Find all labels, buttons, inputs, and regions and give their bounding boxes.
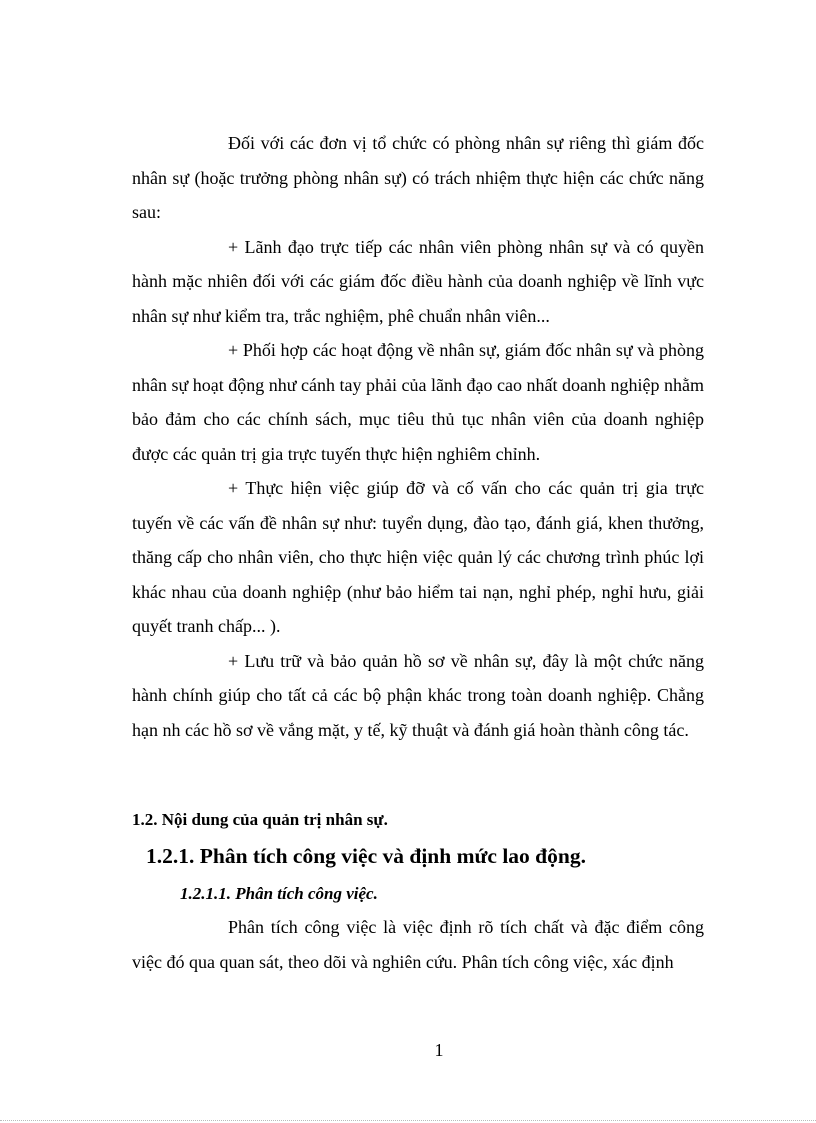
paragraph-item-2: + Phối hợp các hoạt động về nhân sự, giám đốc nhân sự và phòng nhân sự hoạt động như cánh tay phải của lãnh đạo cao nhất doanh nghiệp nhằm bảo đảm cho các chính sách, mục tiêu thủ tục nhân viên của doanh nghiệp được các quản trị gia trực tuyến thực hiện nghiêm chỉnh. bbox=[132, 340, 704, 464]
section-heading: 1.2. Nội dung của quản trị nhân sự. bbox=[132, 810, 388, 829]
page-number: 1 bbox=[434, 1040, 444, 1060]
paragraph-intro: Đối với các đơn vị tổ chức có phòng nhân sự riêng thì giám đốc nhân sự (hoặc trưởng phòng nhân sự) có trách nhiệm thực hiện các chức năng sau: bbox=[132, 133, 704, 222]
body-text-block bbox=[132, 126, 704, 747]
page-bottom-divider bbox=[0, 1120, 816, 1121]
paragraph-closing: Phân tích công việc là việc định rõ tích chất và đặc điểm công việc đó qua quan sát, theo dõi và nghiên cứu. Phân tích công việc, xác định bbox=[132, 917, 704, 972]
subsubsection-heading: 1.2.1.1. Phân tích công việc. bbox=[180, 884, 378, 903]
paragraph-item-3: + Thực hiện việc giúp đỡ và cố vấn cho các quản trị gia trực tuyến về các vấn đề nhân sự như: tuyển dụng, đào tạo, đánh giá, khen thưởng, thăng cấp cho nhân viên, cho thực hiện việc quản lý các chương trình phúc lợi khác nhau của doanh nghiệp (như bảo hiểm tai nạn, nghỉ phép, nghỉ hưu, giải quyết tranh chấp... ). bbox=[132, 478, 704, 636]
paragraph-item-1: + Lãnh đạo trực tiếp các nhân viên phòng nhân sự và có quyền hành mặc nhiên đối với các giám đốc điều hành của doanh nghiệp về lĩnh vực nhân sự như kiểm tra, trắc nghiệm, phê chuẩn nhân viên... bbox=[132, 236, 704, 326]
subsection-heading: 1.2.1. Phân tích công việc và định mức lao động. bbox=[146, 844, 586, 868]
paragraph-item-4: + Lưu trữ và bảo quản hồ sơ về nhân sự, đây là một chức năng hành chính giúp cho tất cả các bộ phận khác trong toàn doanh nghiệp. Chẳng hạn nh các hồ sơ về vắng mặt, y tế, kỹ thuật và đánh giá hoàn thành công tác. bbox=[132, 650, 704, 740]
closing-text-block bbox=[132, 910, 704, 979]
